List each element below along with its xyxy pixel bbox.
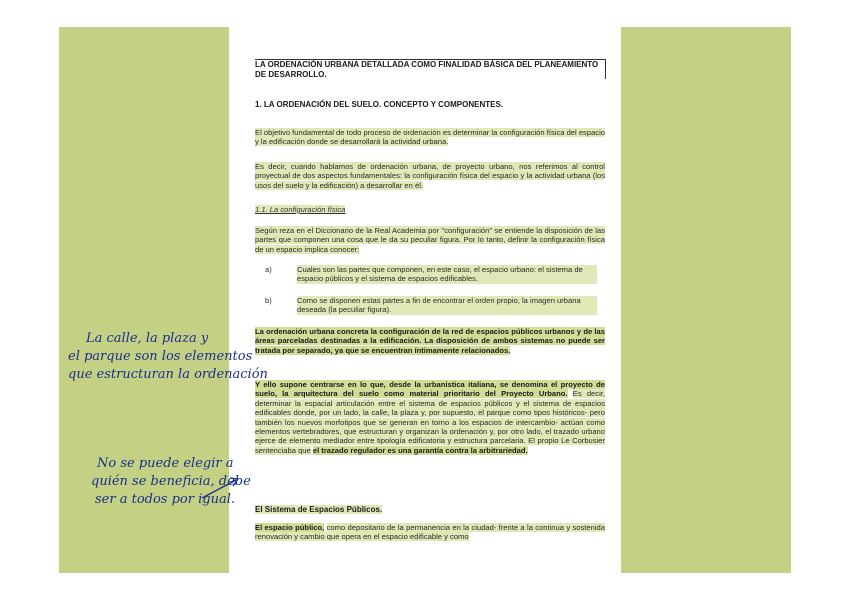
paragraph-land-project-rest: Es decir, determinar la espacial articulación entre el sistema de espacios públicos y el sistema de espacios edificables donde, por un lado, la calle, la plaza y, por supuesto, el parque como tipos históricos- pero también los nuevos morfotipos que se generan en torno a los espacios de intercambio- actúan como elementos vertebradores, que estructuran y organizan la ordenación y, por otro lado, el trazado urbano ejerce de elemento mediador entre tipología edificatoria y estructura parcelaria. El propio Le Corbusier sentenciaba que bbox=[255, 389, 605, 455]
paragraph-definition-text: Es decir, cuando hablamos de ordenación urbana, de proyecto urbano, nos referimos al control proyectual de dos aspectos fundamentales: la configuración física del espacio y la actividad urbana (los usos del suelo y la edificación) a desarrollar en él. bbox=[255, 162, 605, 190]
paragraph-land-project-end: el trazado regulador es una garantía contra la arbitrariedad. bbox=[312, 445, 528, 455]
paragraph-public-space-bold: El espacio público, bbox=[255, 523, 325, 532]
list-marker-b: b) bbox=[265, 296, 272, 305]
right-margin-band bbox=[621, 27, 791, 573]
handwritten-arrow-icon bbox=[200, 462, 246, 502]
paragraph-urban-order-text: La ordenación urbana concreta la configuración de la red de espacios públicos urbanos y de las áreas parceladas destinadas a la edificación. La disposición de ambos sistemas no puede ser tratada por separado, ya que se encuentran íntimamente relacionados. bbox=[255, 327, 605, 355]
note-2-line-3: ser a todos por igual. bbox=[95, 492, 235, 507]
note-1-line-3: que estructuran la ordenación bbox=[68, 367, 268, 382]
paragraph-public-space bbox=[255, 523, 605, 542]
paragraph-urban-order bbox=[255, 327, 605, 355]
note-2-line-1: No se puede elegir a bbox=[97, 456, 234, 471]
paragraph-land-project-bold: Y ello supone centrarse en lo que, desde la urbanística italiana, se denomina el proyecto de suelo, la arquitectura del suelo como material prioritario del Proyecto Urbano. bbox=[255, 380, 605, 399]
list-text-b: Como se disponen estas partes a fin de encontrar el orden propio, la imagen urbana deseada (la peculiar figura). bbox=[297, 296, 597, 315]
list-item-a bbox=[265, 265, 605, 284]
handwritten-note-elements bbox=[68, 330, 268, 384]
note-2-line-2: quién se beneficia, debe bbox=[91, 474, 251, 489]
paragraph-objective-text: El objetivo fundamental de todo proceso de ordenación es determinar la configuración física del espacio y la edificación donde se desarrollará la actividad urbana. bbox=[255, 128, 605, 147]
paragraph-objective bbox=[255, 128, 605, 147]
paragraph-configuration-text: Según reza en el Diccionario de la Real Academia por "configuración" se entiende la disposición de las partes que componen una cosa que le da su peculiar figura. Por lo tanto, definir la configuración física de un espacio implica conocer: bbox=[255, 226, 605, 254]
subsection-heading: 1.1. La configuración física bbox=[255, 205, 346, 214]
list-text-a: Cuales son las partes que componen, en este caso, el espacio urbano: el sistema de espacio públicos y el sistema de espacios edificables. bbox=[297, 265, 597, 284]
note-1-line-2: el parque son los elementos bbox=[68, 349, 253, 364]
paragraph-public-space-rest: como depositario de la permanencia en la ciudad- frente a la continua y sostenida renovación y cambio que opera en el espacio edificable y como bbox=[255, 523, 605, 542]
paragraph-definition bbox=[255, 162, 605, 190]
document-title: LA ORDENACIÓN URBANA DETALLADA COMO FINALIDAD BÁSICA DEL PLANEAMIENTO DE DESARROLLO. bbox=[255, 59, 606, 79]
note-1-line-1: La calle, la plaza y bbox=[86, 331, 209, 346]
document-page bbox=[229, 27, 621, 573]
section-heading-public-spaces: El Sistema de Espacios Públicos. bbox=[255, 505, 383, 514]
section-heading: 1. LA ORDENACIÓN DEL SUELO. CONCEPTO Y COMPONENTES. bbox=[255, 100, 504, 109]
list-marker-a: a) bbox=[265, 265, 272, 274]
paragraph-land-project bbox=[255, 380, 605, 455]
list-item-b bbox=[265, 296, 605, 315]
paragraph-configuration bbox=[255, 226, 605, 254]
